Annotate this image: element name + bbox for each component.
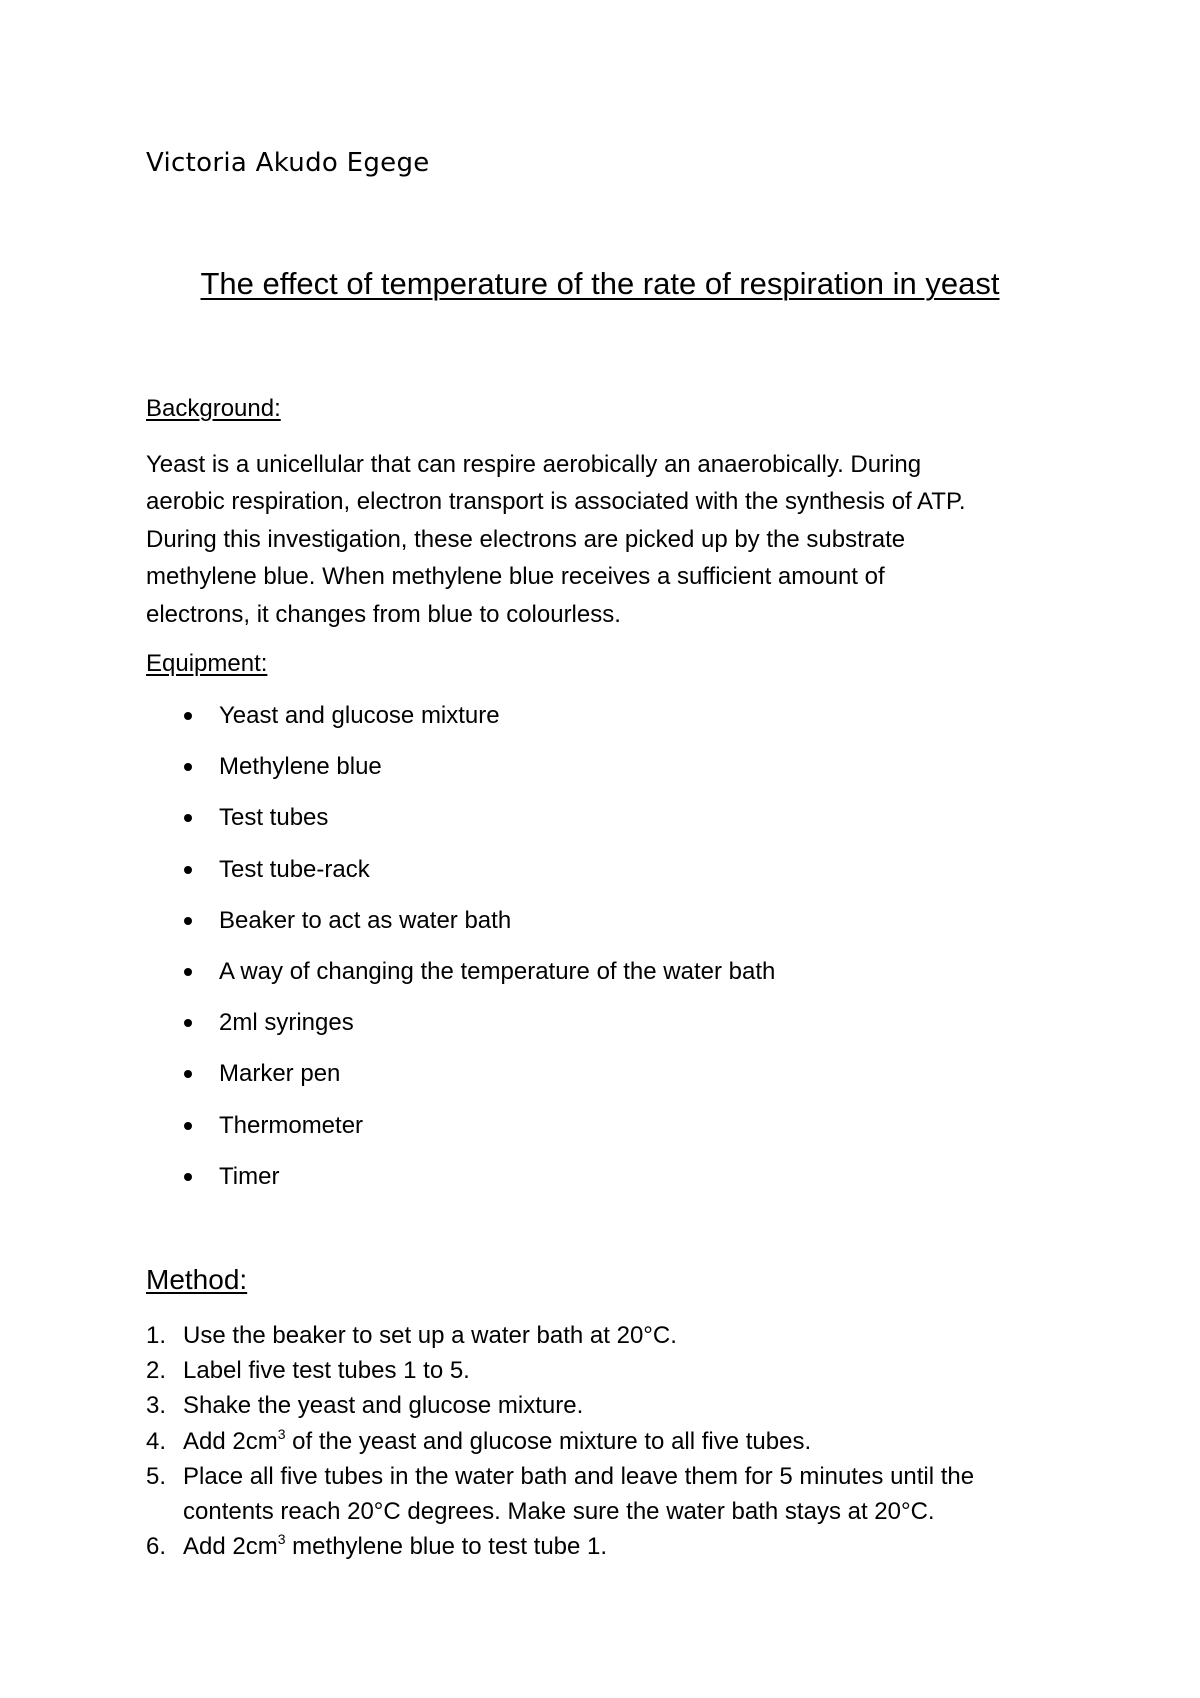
equipment-heading: Equipment:	[146, 650, 268, 677]
background-line: aerobic respiration, electron transport is associated with the synthesis of ATP.	[146, 488, 966, 516]
background-line: Yeast is a unicellular that can respire aerobically an anaerobically. During	[146, 451, 922, 478]
step-number: 3.	[146, 1392, 167, 1420]
bullet-icon	[184, 917, 192, 925]
equipment-item-text: Methylene blue	[219, 753, 382, 781]
step-text-pre: Add 2cm	[183, 1533, 278, 1561]
equipment-item-text: Thermometer	[219, 1111, 364, 1139]
superscript: 3	[277, 1531, 286, 1548]
step-text: Place all five tubes in the water bath and leave them for 5 minutes until the contents reach 20°C degrees. Make sure the water bath stays at 20°C.	[183, 1462, 975, 1526]
equipment-item-text: A way of changing the temperature of the water bath	[219, 957, 776, 985]
bullet-icon	[184, 1122, 192, 1130]
step-number: 2.	[146, 1357, 167, 1385]
bullet-icon	[184, 763, 192, 771]
equipment-item-text: Test tubes	[219, 804, 329, 832]
bullet-icon	[184, 1019, 192, 1027]
document-title-text: The effect of temperature of the rate of respiration in yeast	[200, 266, 1000, 301]
method-step	[0, 1424, 1200, 1459]
background-line: During this investigation, these electrons are picked up by the substrate	[146, 525, 906, 553]
step-number: 1.	[146, 1322, 167, 1349]
equipment-item-text: Test tube-rack	[219, 855, 370, 883]
bullet-icon	[184, 1070, 192, 1078]
method-step	[0, 1459, 1200, 1529]
equipment-item-text: 2ml syringes	[219, 1009, 354, 1037]
step-text: Shake the yeast and glucose mixture.	[183, 1392, 584, 1420]
method-step	[0, 1529, 1200, 1564]
step-text: Label five test tubes 1 to 5.	[183, 1357, 470, 1385]
step-text-pre: Add 2cm	[183, 1427, 278, 1455]
background-line: electrons, it changes from blue to colourless.	[146, 600, 621, 628]
bullet-icon	[184, 814, 192, 822]
background-paragraph	[146, 446, 1076, 633]
equipment-item-text: Beaker to act as water bath	[219, 906, 512, 934]
method-steps	[0, 1318, 1200, 1564]
background-line: methylene blue. When methylene blue receives a sufficient amount of	[146, 563, 885, 591]
step-text	[183, 1529, 1063, 1564]
bullet-icon	[184, 712, 192, 720]
step-number: 6.	[146, 1533, 167, 1561]
method-step	[0, 1388, 1200, 1423]
equipment-item-text: Timer	[219, 1162, 280, 1190]
bullet-icon	[184, 1173, 192, 1181]
equipment-item-text: Marker pen	[219, 1060, 341, 1088]
method-step	[0, 1318, 1200, 1353]
method-step	[0, 1353, 1200, 1388]
step-text	[183, 1424, 1063, 1459]
step-text-post: of the yeast and glucose mixture to all five tubes.	[285, 1427, 812, 1455]
author-name: Victoria Akudo Egege	[146, 148, 430, 178]
step-number: 5.	[146, 1462, 167, 1490]
step-text-post: methylene blue to test tube 1.	[285, 1533, 608, 1561]
step-number: 4.	[146, 1427, 167, 1455]
bullet-icon	[184, 866, 192, 874]
background-heading: Background:	[146, 395, 281, 422]
document-title	[0, 264, 1200, 304]
equipment-item-text: Yeast and glucose mixture	[219, 702, 500, 729]
superscript: 3	[277, 1425, 286, 1442]
bullet-icon	[184, 968, 192, 976]
method-heading: Method:	[146, 1264, 248, 1295]
step-text: Use the beaker to set up a water bath at 20°C.	[183, 1322, 677, 1349]
